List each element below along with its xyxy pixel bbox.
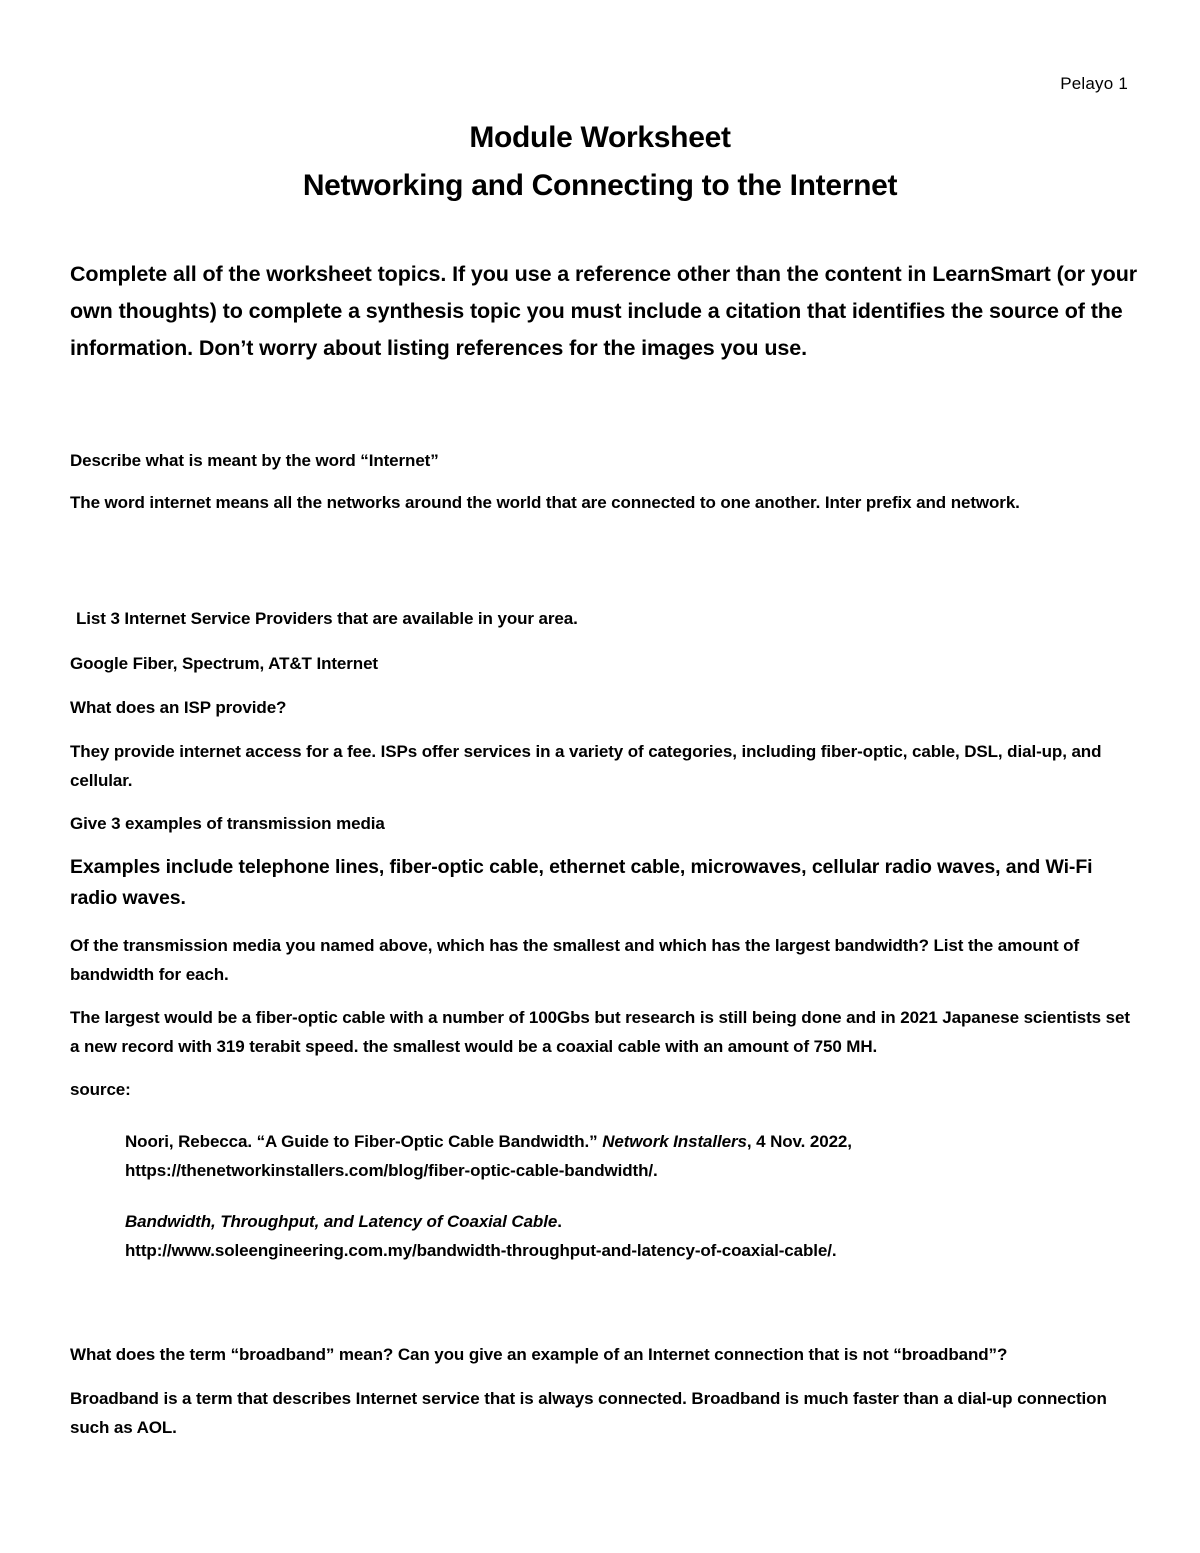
question-broadband: What does the term “broadband” mean? Can you give an example of an Internet connection that is not “broadband”? [70,1345,1008,1364]
citation-coaxial [125,1207,1135,1265]
document-title: Module Worksheet [469,121,731,154]
citation-coaxial-url: http://www.soleengineering.com.my/bandwidth-throughput-and-latency-of-coaxial-cable/. [125,1241,837,1260]
answer-isp-provide: They provide internet access for a fee. ISPs offer services in a variety of categories, including fiber-optic, cable, DSL, dial-up, and cellular. [70,742,1102,790]
citation-fiber-publication: Network Installers [602,1132,747,1151]
citation-fiber [125,1127,1135,1185]
citation-fiber-url: https://thenetworkinstallers.com/blog/fiber-optic-cable-bandwidth/. [125,1161,658,1180]
question-transmission-media: Give 3 examples of transmission media [70,814,385,833]
question-isp-list: List 3 Internet Service Providers that are available in your area. [76,609,578,628]
citation-fiber-date: , 4 Nov. 2022, [746,1132,852,1151]
document-subtitle: Networking and Connecting to the Internet [302,169,898,202]
answer-internet: The word internet means all the networks around the world that are connected to one another. Inter prefix and network. [70,493,1020,512]
source-label: source: [70,1080,131,1099]
answer-isp-list: Google Fiber, Spectrum, AT&T Internet [70,654,378,673]
question-internet: Describe what is meant by the word “Internet” [70,451,439,470]
question-isp-provide: What does an ISP provide? [70,698,287,717]
answer-broadband: Broadband is a term that describes Internet service that is always connected. Broadband is much faster than a dial-up connection such as AOL. [70,1389,1107,1437]
question-bandwidth: Of the transmission media you named above, which has the smallest and which has the largest bandwidth? List the amount of bandwidth for each. [70,936,1080,984]
citation-coaxial-title: Bandwidth, Throughput, and Latency of Coaxial Cable [125,1212,558,1231]
instructions-paragraph: Complete all of the worksheet topics. If you use a reference other than the content in LearnSmart (or your own thoughts) to complete a synthesis topic you must include a citation that identifies the source of the information. Don’t worry about listing references for the images you use. [70,262,1137,360]
answer-transmission-media: Examples include telephone lines, fiber-optic cable, ethernet cable, microwaves, cellular radio waves, and Wi-Fi radio waves. [70,856,1093,909]
citation-coaxial-title-end: . [557,1212,562,1231]
page-header: Pelayo 1 [1060,74,1128,93]
citation-fiber-author: Noori, Rebecca. “A Guide to Fiber-Optic Cable Bandwidth.” [125,1132,603,1151]
answer-bandwidth: The largest would be a fiber-optic cable with a number of 100Gbs but research is still being done and in 2021 Japanese scientists set a new record with 319 terabit speed. the smallest would be a coaxial cable with an amount of 750 MH. [70,1008,1130,1056]
